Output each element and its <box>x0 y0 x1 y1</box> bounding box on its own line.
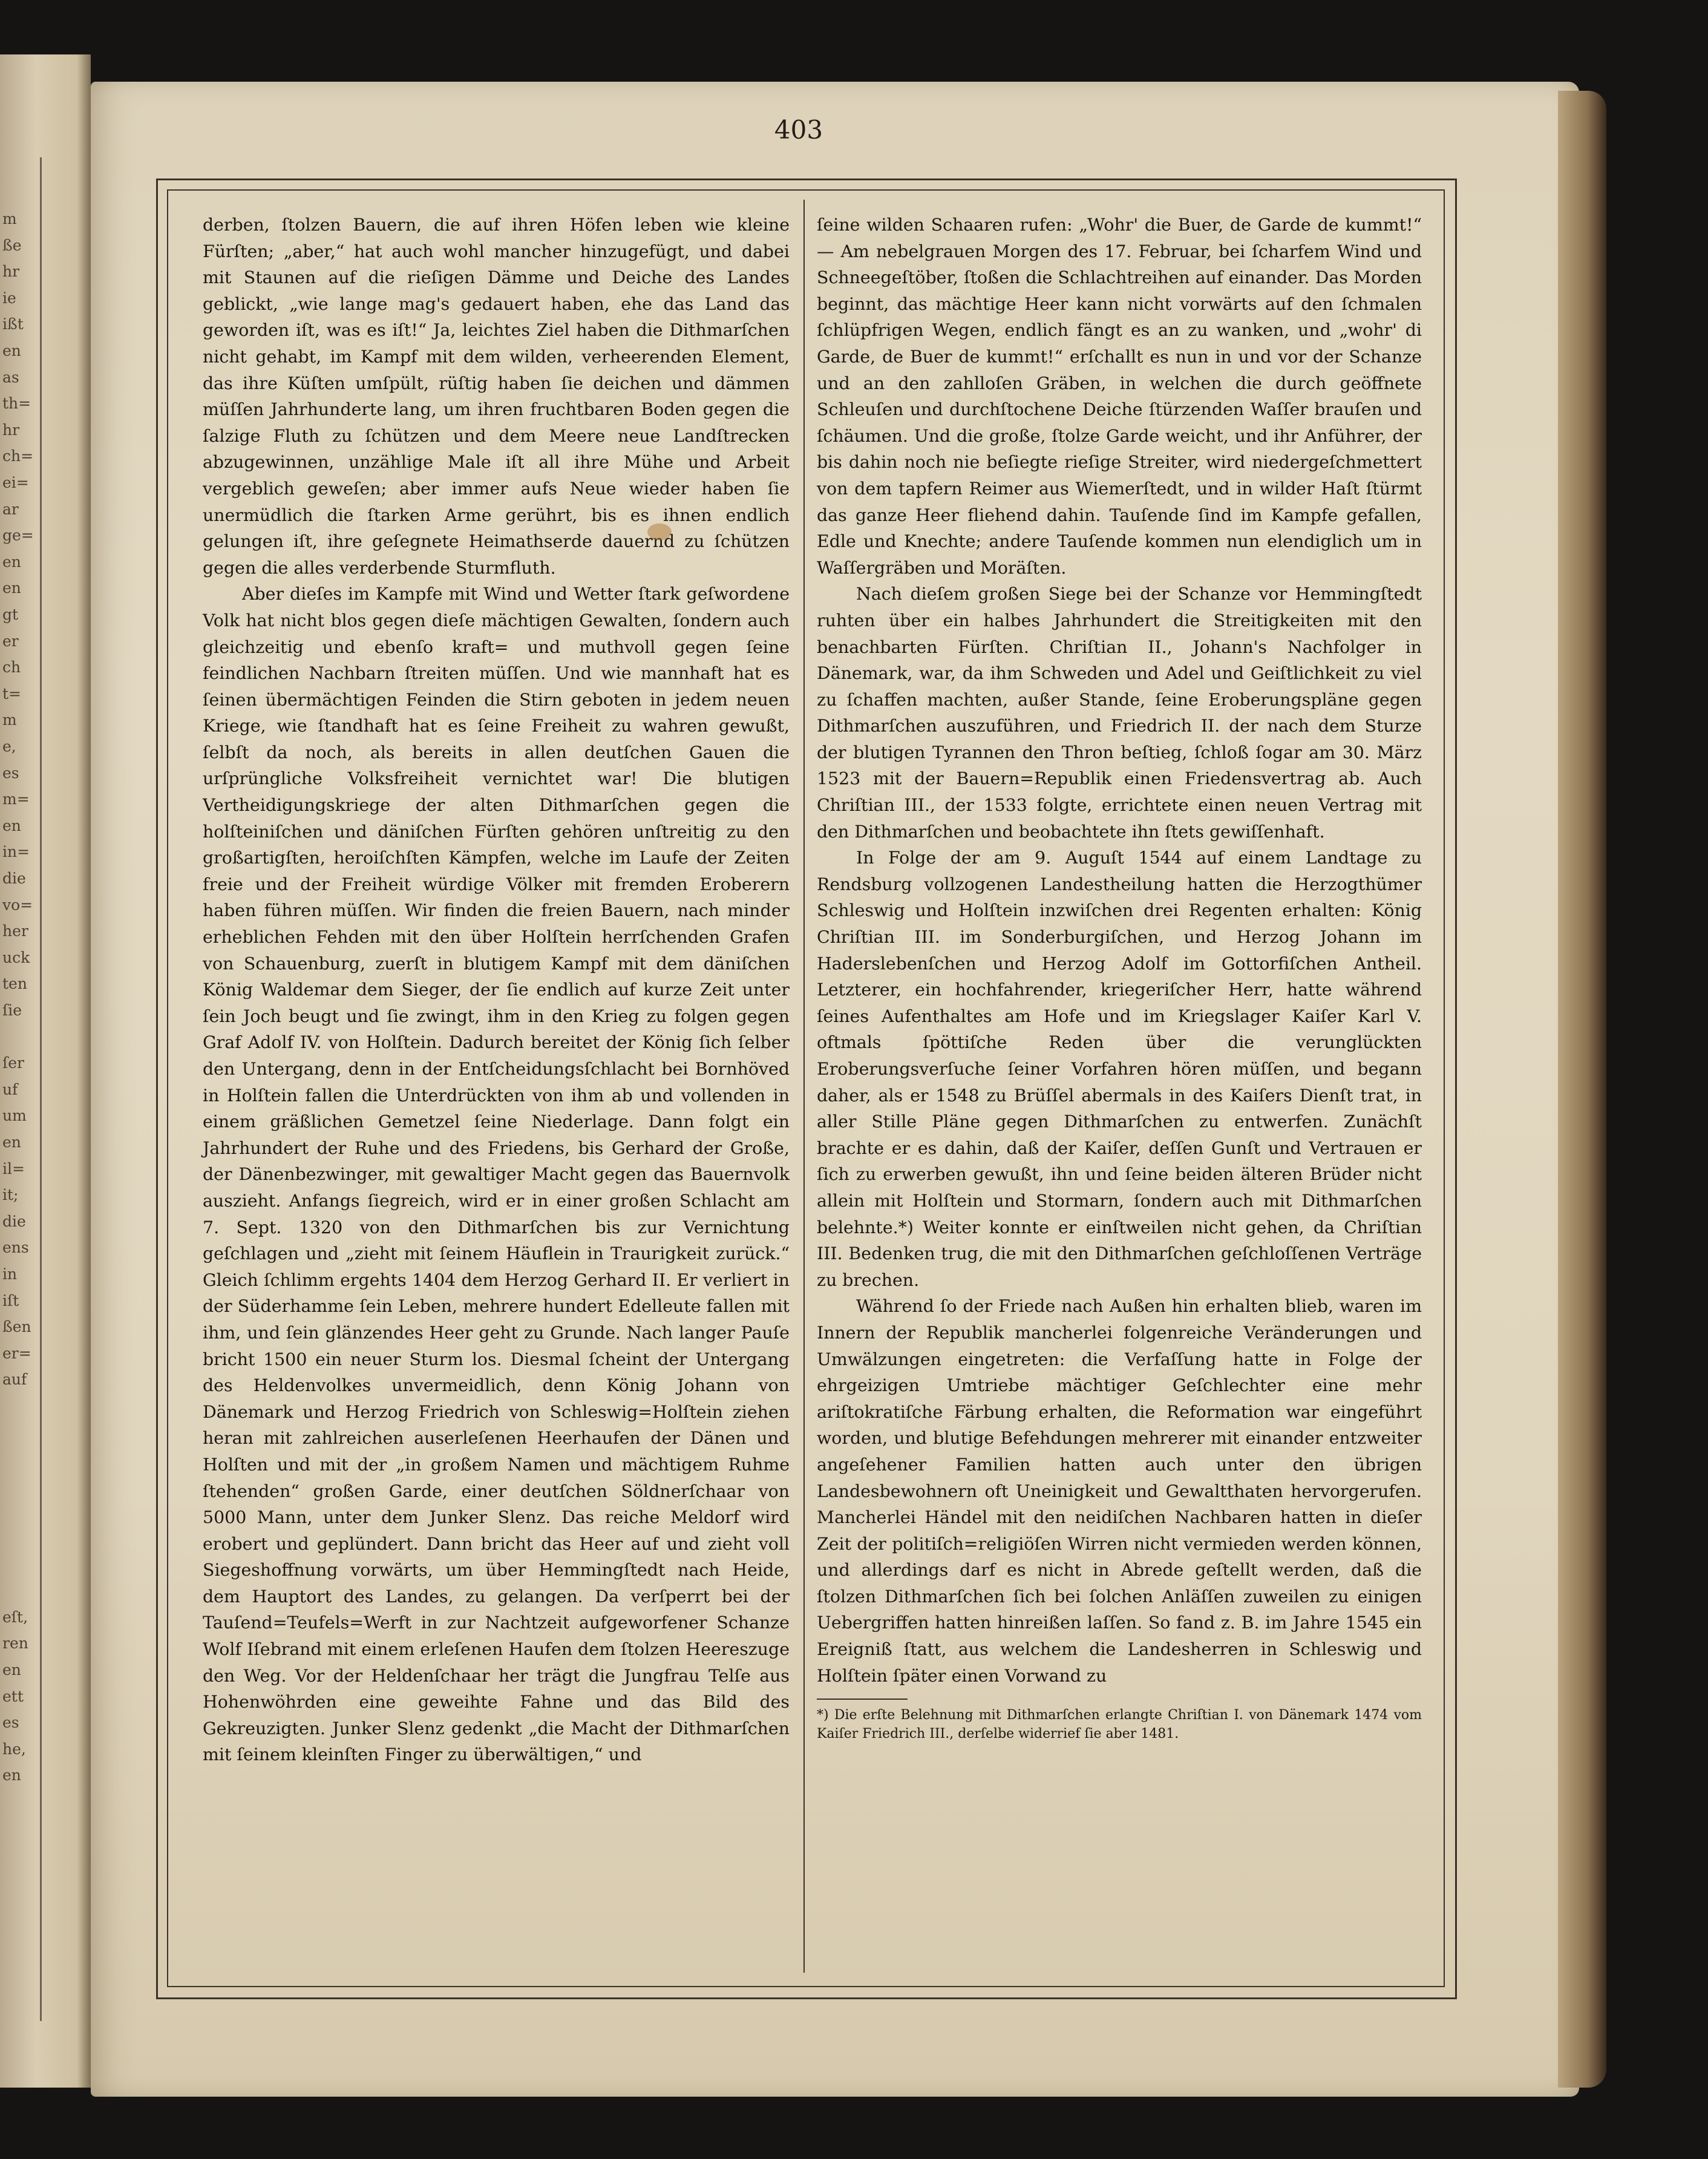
paragraph: Während ſo der Friede nach Außen hin erhalten blieb, waren im Innern der Republik mancherlei folgenreiche Veränderungen und Umwälzungen eingetreten: die Verfaſſung hatte in Folge der ehrgeizigen Umtriebe mächtiger Geſchlechter eine mehr ariſtokratiſche Färbung erhalten, die Reformation war eingeführt worden, und blutige Befehdungen mehrerer mit einander entzweiter angeſehener Familien hatten auch unter den übrigen Landesbewohnern oft Uneinigkeit und Gewaltthaten hervorgerufen. Mancherlei Händel mit den neidiſchen Nachbaren hatten in dieſer Zeit der politiſch=religiöſen Wirren nicht vermieden werden können, und allerdings darf es nicht in Abrede geſtellt werden, daß die ſtolzen Dithmarſchen ſich bei ſolchen Anläſſen zuweilen zu einigen Uebergriffen hatten hinreißen laſſen. So fand z. B. im Jahre 1545 ein Ereigniß ſtatt, aus welchem die Landesherren in Schleswig und Holſtein ſpäter einen Vorwand zu <box>817 1296 1422 1686</box>
left-page-frame-line <box>40 157 42 2021</box>
left-page-fragment: ett <box>2 1687 24 1705</box>
footnote-rule <box>817 1699 908 1700</box>
left-page-fragment: en <box>2 1133 21 1151</box>
left-page-fragment: ißt <box>2 315 24 333</box>
left-page-fragment: m <box>2 210 17 228</box>
left-page-fragment: uck <box>2 948 30 966</box>
left-page-fragment: as <box>2 368 19 386</box>
left-page-fragment: auf <box>2 1371 27 1389</box>
left-page-fragment: en <box>2 1766 21 1784</box>
left-page-fragment: ch <box>2 658 21 677</box>
left-page-fragment: eſt, <box>2 1608 28 1626</box>
left-page-fragment: ßen <box>2 1318 31 1336</box>
left-page-fragment: en <box>2 342 21 359</box>
footnote: *) Die erſte Belehnung mit Dithmarſchen erlangte Chriſtian I. von Dänemark 1474 vom Kaiſer Friedrich III., derſelbe widerrief ſie aber 1481. <box>817 1708 1422 1742</box>
paragraph: Nach dieſem großen Siege bei der Schanze vor Hemmingſtedt ruhten über ein halbes Jahrhundert die Streitigkeiten mit den benachbarten Fürſten. Chriſtian II., Johann's Nachfolger in Dänemark, war, da ihm Schweden und Adel und Geiſtlichkeit zu viel zu ſchaffen machten, außer Stande, ſeine Eroberungspläne gegen Dithmarſchen auszuführen, und Friedrich II. der nach dem Sturze der blutigen Tyrannen den Thron beſtieg, ſchloß ſogar am 30. März 1523 mit der Bauern=Republik einen Friedensvertrag ab. Auch Chriſtian III., der 1533 folgte, errichtete einen neuen Vertrag mit den Dithmarſchen und beobachtete ihn ſtets gewiſſenhaft. <box>817 584 1422 842</box>
left-page-edge <box>0 54 91 2088</box>
left-page-fragment: m <box>2 711 17 729</box>
left-page-fragment: ge= <box>2 526 34 545</box>
left-page-fragment: ren <box>2 1634 28 1653</box>
left-page-fragment: er= <box>2 1344 31 1362</box>
left-page-fragment: er <box>2 632 19 650</box>
left-page-fragment: ten <box>2 975 27 993</box>
left-page-fragment: die <box>2 870 26 887</box>
left-page-fragment: it; <box>2 1186 19 1204</box>
left-page-fragment: ſer <box>2 1054 24 1072</box>
left-page-fragment: en <box>2 816 21 834</box>
left-page-fragment: en <box>2 552 21 571</box>
left-page-fragment: e, <box>2 738 16 755</box>
left-column <box>203 212 790 1768</box>
left-page-fragment: en <box>2 579 21 597</box>
book-spine-edge <box>1558 91 1606 2088</box>
left-page-fragment: gt <box>2 606 19 623</box>
left-page-fragment: th= <box>2 395 31 413</box>
left-page-fragment: iſt <box>2 1291 19 1309</box>
left-page-fragment: es <box>2 764 19 782</box>
left-page-fragment: m= <box>2 790 30 808</box>
left-page-fragment: he, <box>2 1740 26 1758</box>
left-page-fragment: en <box>2 1661 21 1679</box>
paper-stain <box>647 523 672 540</box>
paragraph: derben, ſtolzen Bauern, die auf ihren Höfen leben wie kleine Fürſten; „aber,“ hat auch wohl mancher hinzugefügt, und dabei mit Staunen auf die rieſigen Dämme und Deiche des Landes geblickt, „wie lange mag's gedauert haben, ehe das Land das geworden iſt, was es iſt!“ Ja, leichtes Ziel haben die Dithmarſchen nicht gehabt, im Kampf mit dem wilden, verheerenden Element, das ihre Küſten umſpült, rüſtig haben ſie deichen und dämmen müſſen Jahrhunderte lang, um ihren fruchtbaren Boden gegen die ſalzige Fluth zu ſchützen und dem Meere neue Landſtrecken abzugewinnen, unzählige Male iſt all ihre Mühe und Arbeit vergeblich geweſen; aber immer aufs Neue wieder haben ſie unermüdlich die ſtarken Arme gerührt, bis es ihnen endlich gelungen iſt, ihre geſegnete Heimathserde dauernd zu ſchützen gegen die alles verderbende Sturmfluth. <box>203 215 790 578</box>
left-page-fragment: uf <box>2 1080 18 1098</box>
left-page-fragment: her <box>2 922 28 940</box>
left-page-fragment: hr <box>2 421 20 439</box>
left-page-fragment: es <box>2 1714 19 1732</box>
left-page-fragment: ch= <box>2 447 34 465</box>
left-page-fragment: die <box>2 1212 26 1230</box>
left-page-fragment: ße <box>2 236 22 254</box>
right-column <box>817 212 1422 1743</box>
page-number: 403 <box>774 115 823 145</box>
left-page-fragment: hr <box>2 263 20 281</box>
paragraph: In Folge der am 9. Auguſt 1544 auf einem Landtage zu Rendsburg vollzogenen Landestheilung hatten die Herzogthümer Schleswig und Holſtein inzwiſchen drei Regenten erhalten: König Chriſtian III. im Sonderburgiſchen, und Herzog Johann im Haderslebenſchen und Herzog Adolf im Gottorfiſchen Antheil. Letzterer, ein hochfahrender, kriegeriſcher Herr, hatte während ſeines Aufenthaltes am Hofe und im Kriegslager Kaiſer Karl V. oftmals ſpöttiſche Reden über die verunglückten Eroberungsverſuche ſeiner Vorfahren hören müſſen, und begann daher, als er 1548 zu Brüſſel abermals in des Kaiſers Dienſt trat, in aller Stille Pläne gegen Dithmarſchen zu entwerfen. Zunächſt brachte er es dahin, daß der Kaiſer, deſſen Gunſt und Vertrauen er ſich zu erwerben gewußt, ihn und ſeine beiden älteren Brüder nicht allein mit Holſtein und Stormarn, ſondern auch mit Dithmarſchen belehnte.*) Weiter konnte er einſtweilen nicht gehen, da Chriſtian III. Bedenken trug, die mit den Dithmarſchen geſchloſſenen Verträge zu brechen. <box>817 848 1422 1290</box>
left-page-fragment: um <box>2 1107 27 1125</box>
left-page-fragment: ens <box>2 1239 29 1257</box>
left-page-fragment: ei= <box>2 474 29 491</box>
left-page-fragment: t= <box>2 684 21 703</box>
left-page-fragment: ar <box>2 500 19 518</box>
left-page-fragment: in= <box>2 843 30 861</box>
left-page-fragment: ie <box>2 289 16 307</box>
paragraph: ſeine wilden Schaaren rufen: „Wohr' die Buer, de Garde de kummt!“ — Am nebelgrauen Morgen des 17. Februar, bei ſcharfem Wind und Schneegeſtöber, ſtoßen die Schlachtreihen auf einander. Das Morden beginnt, das mächtige Heer kann nicht vorwärts auf den ſchmalen ſchlüpfrigen Wegen, endlich fängt es an zu wanken, und „wohr' di Garde, de Buer de kummt!“ erſchallt es nun in und vor der Schanze und an den zahlloſen Gräben, in welchen die durch geöffnete Schleuſen und durchſtochene Deiche ſtürzenden Waſſer brauſen und ſchäumen. Und die große, ſtolze Garde weicht, und ihr Anführer, der bis dahin noch nie beſiegte rieſige Streiter, wird niedergeſchmettert von dem tapfern Reimer aus Wiemerſtedt, und in wilder Haſt ſtürmt das ganze Heer fliehend dahin. Tauſende ſind im Kampfe gefallen, Edle und Knechte; andere Tauſende kommen nun elendiglich um in Waſſergräben und Moräſten. <box>817 215 1422 578</box>
left-page-fragment: vo= <box>2 896 33 914</box>
left-page-fragment: il= <box>2 1159 25 1178</box>
left-page-fragment: in <box>2 1265 18 1283</box>
column-divider <box>803 200 805 1973</box>
left-page-fragment: ſie <box>2 1001 22 1019</box>
paragraph: Aber dieſes im Kampfe mit Wind und Wetter ſtark geſwordene Volk hat nicht blos gegen dieſe mächtigen Gewalten, ſondern auch gleichzeitig und ebenſo kraft= und muthvoll gegen ſeine feindlichen Nachbarn ſtreiten müſſen. Und wie mannhaft hat es ſeinen übermächtigen Feinden die Stirn geboten in jedem neuen Kriege, wie ſtandhaft hat es ſeine Freiheit zu wahren gewußt, ſelbſt da noch, als bereits in allen deutſchen Gauen die urſprüngliche Volksfreiheit vernichtet war! Die blutigen Vertheidigungskriege der alten Dithmarſchen gegen die holſteiniſchen und däniſchen Fürſten gehören unſtreitig zu den großartigſten, heroiſchſten Kämpfen, welche im Laufe der Zeiten freie und der Freiheit würdige Völker mit fremden Eroberern haben führen müſſen. Wir finden die freien Bauern, nach minder erheblichen Fehden mit den über Holſtein herrſchenden Grafen von Schauenburg, zuerſt in blutigem Kampf mit dem däniſchen König Waldemar dem Sieger, der ſie endlich auf kurze Zeit unter ſein Joch beugt und ſie zwingt, ihm in den Krieg zu folgen gegen Graf Adolf IV. von Holſtein. Dadurch bereitet der König ſich ſelber den Untergang, denn in der Entſcheidungsſchlacht bei Bornhöved in Holſtein fallen die Unterdrückten von ihm ab und vollenden in einem gräßlichen Gemetzel ſeine Niederlage. Dann folgt ein Jahrhundert der Ruhe und des Friedens, bis Gerhard der Große, der Dänenbezwinger, mit gewaltiger Macht gegen das Bauernvolk auszieht. Anfangs ſiegreich, wird er in einer großen Schlacht am 7. Sept. 1320 von den Dithmarſchen bis zur Vernichtung geſchlagen und „zieht mit ſeinem Häuflein in Traurigkeit zurück.“ Gleich ſchlimm ergehts 1404 dem Herzog Gerhard II. Er verliert in der Süderhamme ſein Leben, mehrere hundert Edelleute fallen mit ihm, und ſein glänzendes Heer geht zu Grunde. Nach langer Pauſe bricht 1500 ein neuer Sturm los. Diesmal ſcheint der Untergang des Heldenvolkes unvermeidlich, denn König Johann von Dänemark und Herzog Friedrich von Schleswig=Holſtein ziehen heran mit zahlreichen auserleſenen Heerhaufen der Dänen und Holſten und mit der „in großem Namen und mächtigem Ruhme ſtehenden“ großen Garde, einer deutſchen Söldnerſchaar von 5000 Mann, unter dem Junker Slenz. Das reiche Meldorf wird erobert und geplündert. Dann bricht das Heer auf und zieht voll Siegeshoffnung vorwärts, um über Hemmingſtedt nach Heide, dem Hauptort des Landes, zu gelangen. Da verſperrt bei der Tauſend=Teufels=Werft in zur Nachtzeit aufgeworfener Schanze Wolf Iſebrand mit einem erleſenen Haufen dem ſtolzen Heereszuge den Weg. Vor der Heldenſchaar her trägt die Jungfrau Telſe aus Hohenwöhrden eine geweihte Fahne und das Bild des Gekreuzigten. Junker Slenz gedenkt „die Macht der Dithmarſchen mit ſeinem kleinſten Finger zu überwältigen,“ und <box>203 584 790 1765</box>
